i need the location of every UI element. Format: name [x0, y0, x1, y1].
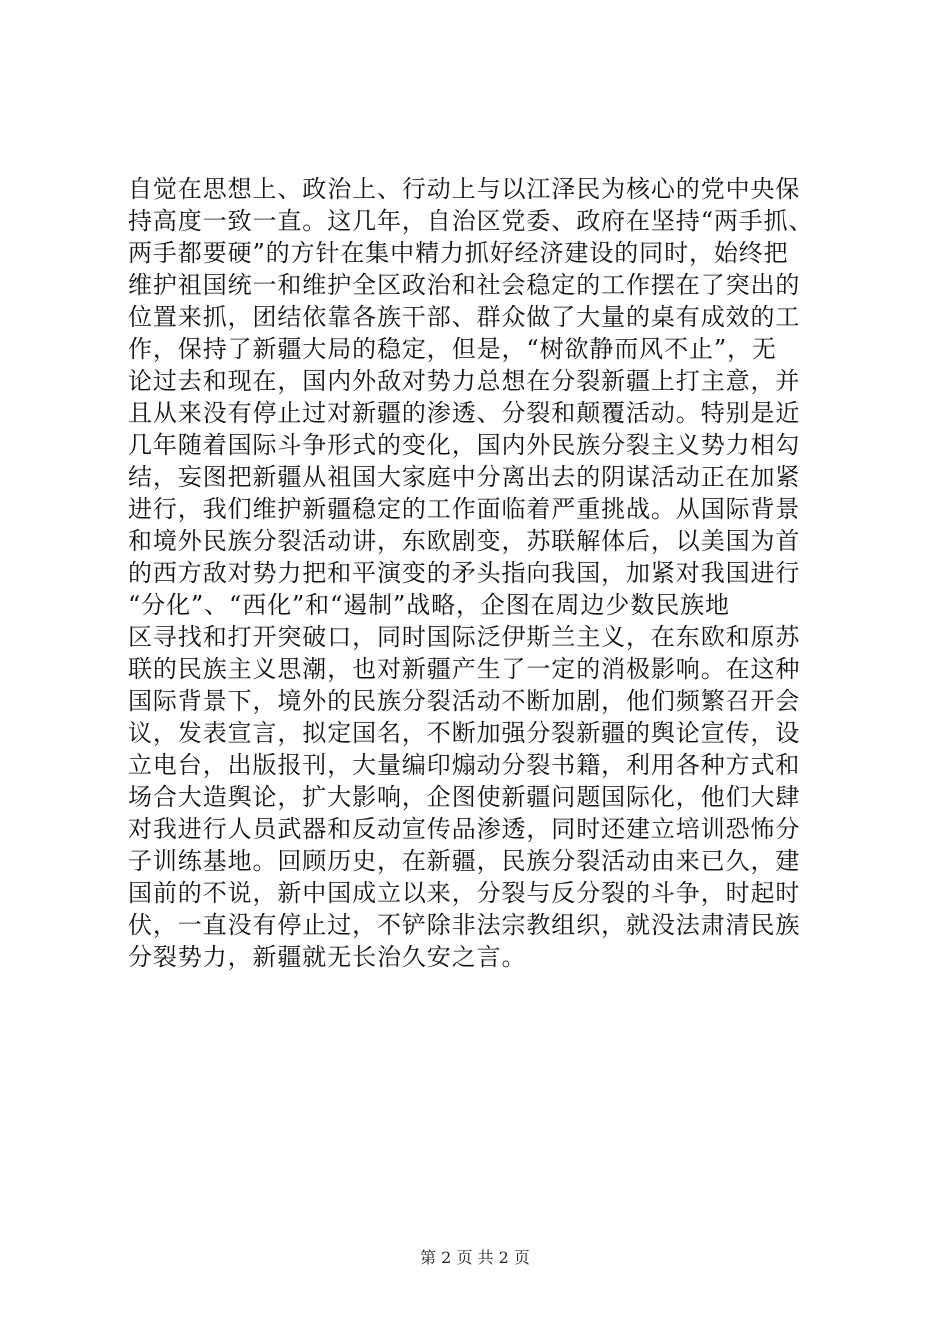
text-line: 子训练基地。回顾历史，在新疆，民族分裂活动由来已久，建 [128, 847, 801, 875]
text-line: 作，保持了新疆大局的稳定，但是，“树欲静而风不止”，无 [128, 335, 777, 363]
page-number-footer: 第 2 页 共 2 页 [420, 1248, 530, 1267]
text-line: 维护祖国统一和维护全区政治和社会稳定的工作摆在了突出的 [128, 271, 801, 299]
text-line: 位置来抓，团结依靠各族干部、群众做了大量的桌有成效的工 [128, 303, 801, 331]
text-line: 议，发表宣言，拟定国名，不断加强分裂新疆的舆论宣传，设 [128, 719, 801, 747]
text-line: 两手都要硬”的方针在集中精力抓好经济建设的同时，始终把 [128, 239, 789, 267]
text-line: 国际背景下，境外的民族分裂活动不断加剧，他们频繁召开会 [128, 687, 801, 715]
text-line: 论过去和现在，国内外敌对势力总想在分裂新疆上打主意，并 [128, 367, 801, 395]
body-paragraph [128, 173, 828, 973]
text-line: 进行，我们维护新疆稳定的工作面临着严重挑战。从国际背景 [128, 495, 801, 523]
text-line: 结，妄图把新疆从祖国大家庭中分离出去的阴谋活动正在加紧 [128, 463, 801, 491]
text-line: “分化”、“西化”和“遏制”战略，企图在周边少数民族地 [128, 591, 730, 619]
text-line: 的西方敌对势力把和平演变的矛头指向我国，加紧对我国进行 [128, 559, 801, 587]
text-line: 联的民族主义思潮，也对新疆产生了一定的消极影响。在这种 [128, 655, 801, 683]
text-line: 几年随着国际斗争形式的变化，国内外民族分裂主义势力相勾 [128, 431, 801, 459]
text-line: 自觉在思想上、政治上、行动上与以江泽民为核心的党中央保 [128, 175, 801, 203]
text-line: 场合大造舆论，扩大影响，企图使新疆问题国际化，他们大肆 [128, 783, 801, 811]
text-line: 立电台，出版报刊，大量编印煽动分裂书籍，利用各种方式和 [128, 751, 801, 779]
text-line: 区寻找和打开突破口，同时国际泛伊斯兰主义，在东欧和原苏 [128, 623, 801, 651]
text-line: 伏，一直没有停止过，不铲除非法宗教组织，就没法肃清民族 [128, 911, 801, 939]
text-line: 对我进行人员武器和反动宣传品渗透，同时还建立培训恐怖分 [128, 815, 801, 843]
text-line: 和境外民族分裂活动讲，东欧剧变，苏联解体后，以美国为首 [128, 527, 801, 555]
text-line: 分裂势力，新疆就无长治久安之言。 [128, 943, 527, 971]
text-line: 持高度一致一直。这几年，自治区党委、政府在坚持“两手抓、 [128, 207, 814, 235]
text-line: 且从来没有停止过对新疆的渗透、分裂和颠覆活动。特别是近 [128, 399, 801, 427]
text-line: 国前的不说，新中国成立以来，分裂与反分裂的斗争，时起时 [128, 879, 801, 907]
